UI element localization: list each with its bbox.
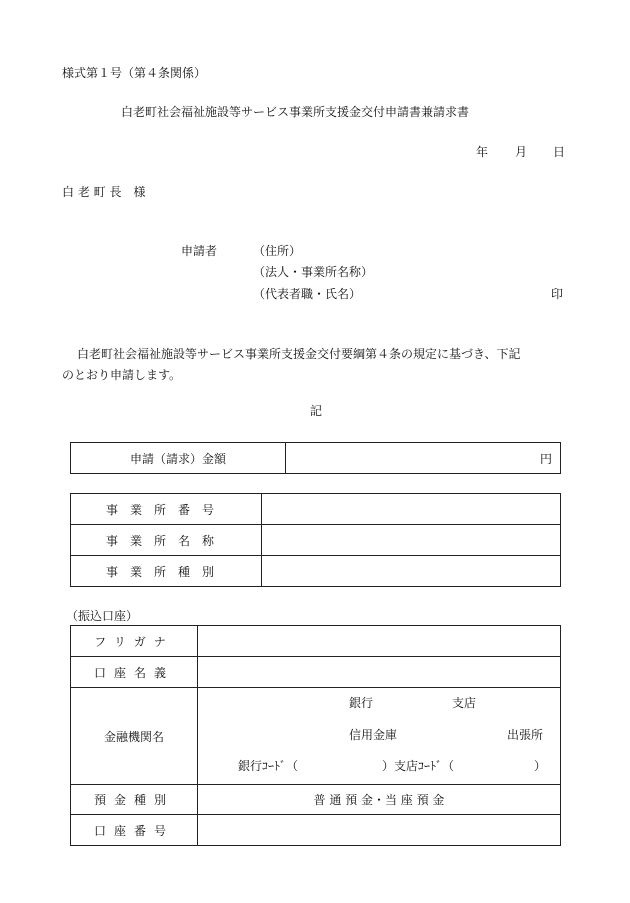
applicant-address: （住所）	[253, 244, 302, 258]
amount-label: 申請（請求）金額	[71, 443, 286, 474]
document-title: 白老町社会福祉施設等サービス事業所支援金交付申請書兼請求書	[121, 105, 470, 119]
institution-label: 金融機関名	[71, 688, 198, 785]
office-branch-word: 出張所	[507, 728, 544, 742]
holder-value[interactable]	[198, 657, 561, 688]
shinkin-word: 信用金庫	[349, 728, 398, 742]
ki-heading: 記	[310, 404, 323, 418]
office-table	[70, 493, 561, 587]
deposit-type-label: 預金種別	[71, 785, 198, 815]
amount-value-cell[interactable]	[286, 443, 561, 474]
bank-section-label: （振込口座）	[66, 609, 139, 623]
account-number-value[interactable]	[198, 815, 561, 846]
institution-value[interactable]	[198, 688, 561, 785]
account-number-label: 口座番号	[71, 815, 198, 846]
form-number: 様式第１号（第４条関係）	[62, 66, 207, 80]
amount-table	[70, 442, 561, 474]
office-type-value[interactable]	[262, 556, 561, 587]
addressee: 白 老 町 長 様	[62, 185, 146, 199]
date-day: 日	[553, 145, 566, 159]
body-text-line1: 白老町社会福祉施設等サービス事業所支援金交付要綱第４条の規定に基づき、下記	[77, 347, 521, 361]
office-name-label: 事業所名称	[71, 525, 262, 556]
furigana-label: フリガナ	[71, 626, 198, 657]
holder-label: 口座名義	[71, 657, 198, 688]
applicant-label: 申請者	[181, 244, 218, 258]
office-number-value[interactable]	[262, 494, 561, 525]
seal-mark: 印	[551, 287, 564, 301]
applicant-corp: （法人・事業所名称）	[253, 265, 374, 279]
body-text-line2: のとおり申請します。	[62, 368, 182, 382]
branch-word: 支店	[452, 696, 477, 710]
furigana-value[interactable]	[198, 626, 561, 657]
deposit-options[interactable]: 普 通 預 金・当 座 預 金	[198, 785, 561, 815]
code-close-paren: ）	[534, 759, 547, 773]
amount-unit: 円	[539, 451, 552, 466]
branch-code-label: ）支店ｺｰﾄﾞ（	[382, 759, 455, 773]
bank-table	[70, 625, 561, 846]
date-month: 月	[515, 145, 528, 159]
bank-word: 銀行	[349, 696, 374, 710]
office-number-label: 事業所番号	[71, 494, 262, 525]
date-year: 年	[476, 145, 489, 159]
bank-code-label: 銀行ｺｰﾄﾞ（	[238, 759, 299, 773]
applicant-rep: （代表者職・氏名）	[253, 287, 362, 301]
office-name-value[interactable]	[262, 525, 561, 556]
office-type-label: 事業所種別	[71, 556, 262, 587]
